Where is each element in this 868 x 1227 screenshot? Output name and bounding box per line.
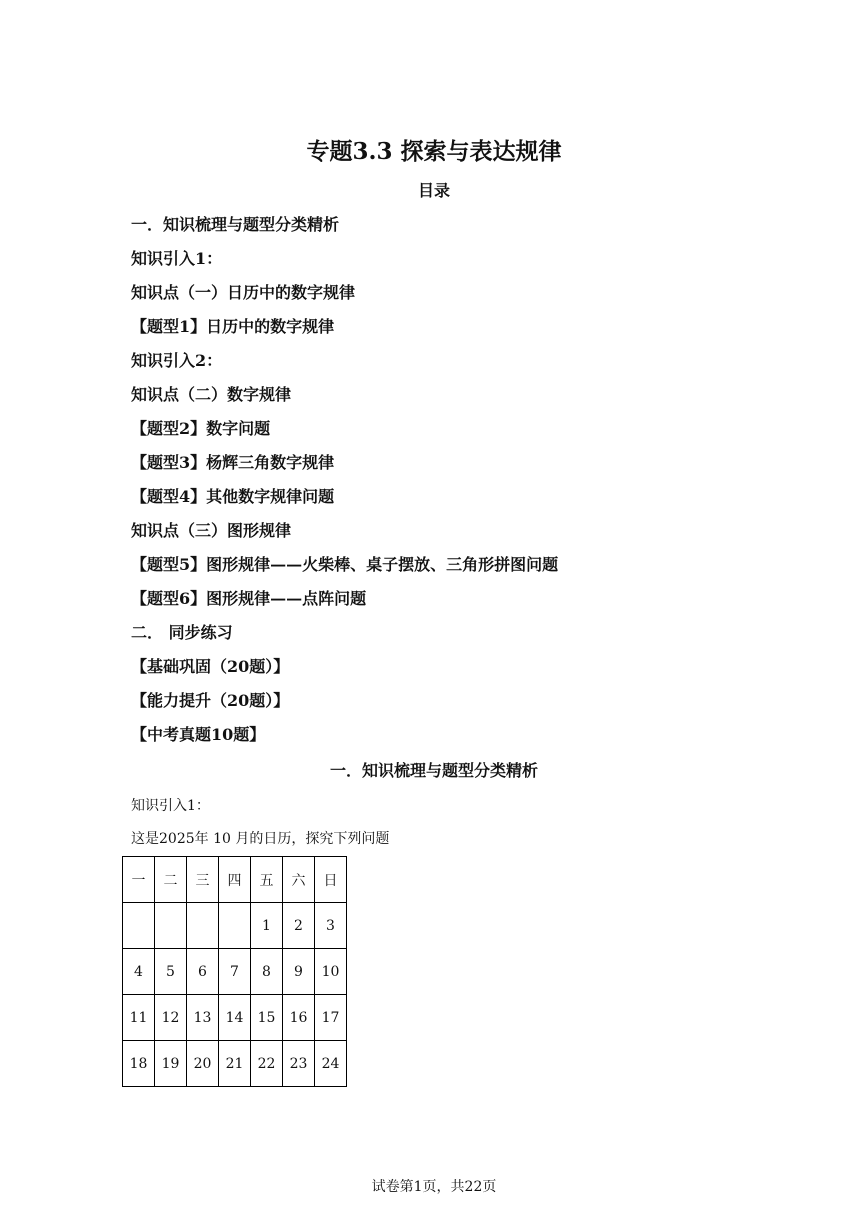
calendar-day-cell: 1	[251, 903, 283, 949]
weekday-header: 三	[187, 857, 219, 903]
calendar-week-row	[123, 903, 347, 949]
calendar-day-cell: 14	[219, 995, 251, 1041]
toc-item: 【题型2】数字问题	[131, 419, 271, 438]
intro-label: 知识引入1：	[131, 798, 210, 814]
calendar-day-cell: 17	[315, 995, 347, 1041]
calendar-day-cell: 21	[219, 1041, 251, 1087]
calendar-day-cell: 11	[123, 995, 155, 1041]
calendar-day-cell: 8	[251, 949, 283, 995]
weekday-header: 日	[315, 857, 347, 903]
page-title: 专题3.3 探索与表达规律	[306, 138, 562, 165]
toc-item: 知识引入2：	[131, 351, 223, 370]
toc-item: 【题型5】图形规律——火柴棒、桌子摆放、三角形拼图问题	[131, 555, 559, 574]
toc-item: 知识点（二）数字规律	[131, 385, 292, 404]
toc-item: 【中考真题10题】	[131, 725, 266, 744]
toc-item: 【题型6】图形规律——点阵问题	[131, 589, 367, 608]
calendar-day-cell: 15	[251, 995, 283, 1041]
calendar-table	[122, 856, 347, 1087]
page-footer: 试卷第1页，共22页	[371, 1179, 497, 1195]
toc-item: 知识点（三）图形规律	[131, 521, 292, 540]
toc-item: 【题型1】日历中的数字规律	[131, 317, 335, 336]
calendar-day-cell: 19	[155, 1041, 187, 1087]
toc-heading: 目录	[417, 181, 450, 200]
calendar-day-cell: 4	[123, 949, 155, 995]
calendar-day-cell: 2	[283, 903, 315, 949]
calendar-day-cell: 22	[251, 1041, 283, 1087]
calendar-day-cell	[187, 903, 219, 949]
calendar-day-cell: 10	[315, 949, 347, 995]
weekday-header: 四	[219, 857, 251, 903]
calendar-header-row	[123, 857, 347, 903]
calendar-day-cell	[219, 903, 251, 949]
toc-item: 知识点（一）日历中的数字规律	[131, 283, 356, 302]
calendar-day-cell: 20	[187, 1041, 219, 1087]
toc-item: 【题型4】其他数字规律问题	[131, 487, 335, 506]
weekday-header: 六	[283, 857, 315, 903]
toc-item: 【基础巩固（20题）】	[131, 657, 290, 676]
weekday-header: 五	[251, 857, 283, 903]
calendar-day-cell: 6	[187, 949, 219, 995]
toc-item: 【能力提升（20题）】	[131, 691, 290, 710]
calendar-day-cell: 9	[283, 949, 315, 995]
table-of-contents	[131, 210, 558, 754]
calendar-day-cell: 23	[283, 1041, 315, 1087]
weekday-header: 二	[155, 857, 187, 903]
toc-item: 二． 同步练习	[131, 623, 233, 642]
calendar-day-cell: 24	[315, 1041, 347, 1087]
toc-item: 【题型3】杨辉三角数字规律	[131, 453, 335, 472]
weekday-header: 一	[123, 857, 155, 903]
calendar-day-cell: 16	[283, 995, 315, 1041]
calendar-intro-text: 这是2025年 10 月的日历，探究下列问题	[131, 831, 390, 847]
calendar-day-cell: 7	[219, 949, 251, 995]
toc-item: 一．知识梳理与题型分类精析	[131, 215, 340, 234]
section-heading: 一．知识梳理与题型分类精析	[329, 761, 538, 780]
calendar-week-row	[123, 995, 347, 1041]
calendar-week-row	[123, 949, 347, 995]
calendar-day-cell: 18	[123, 1041, 155, 1087]
calendar-day-cell	[155, 903, 187, 949]
calendar-day-cell: 12	[155, 995, 187, 1041]
calendar-day-cell: 13	[187, 995, 219, 1041]
calendar-day-cell: 3	[315, 903, 347, 949]
calendar-day-cell	[123, 903, 155, 949]
calendar-week-row	[123, 1041, 347, 1087]
calendar-day-cell: 5	[155, 949, 187, 995]
toc-item: 知识引入1：	[131, 249, 223, 268]
